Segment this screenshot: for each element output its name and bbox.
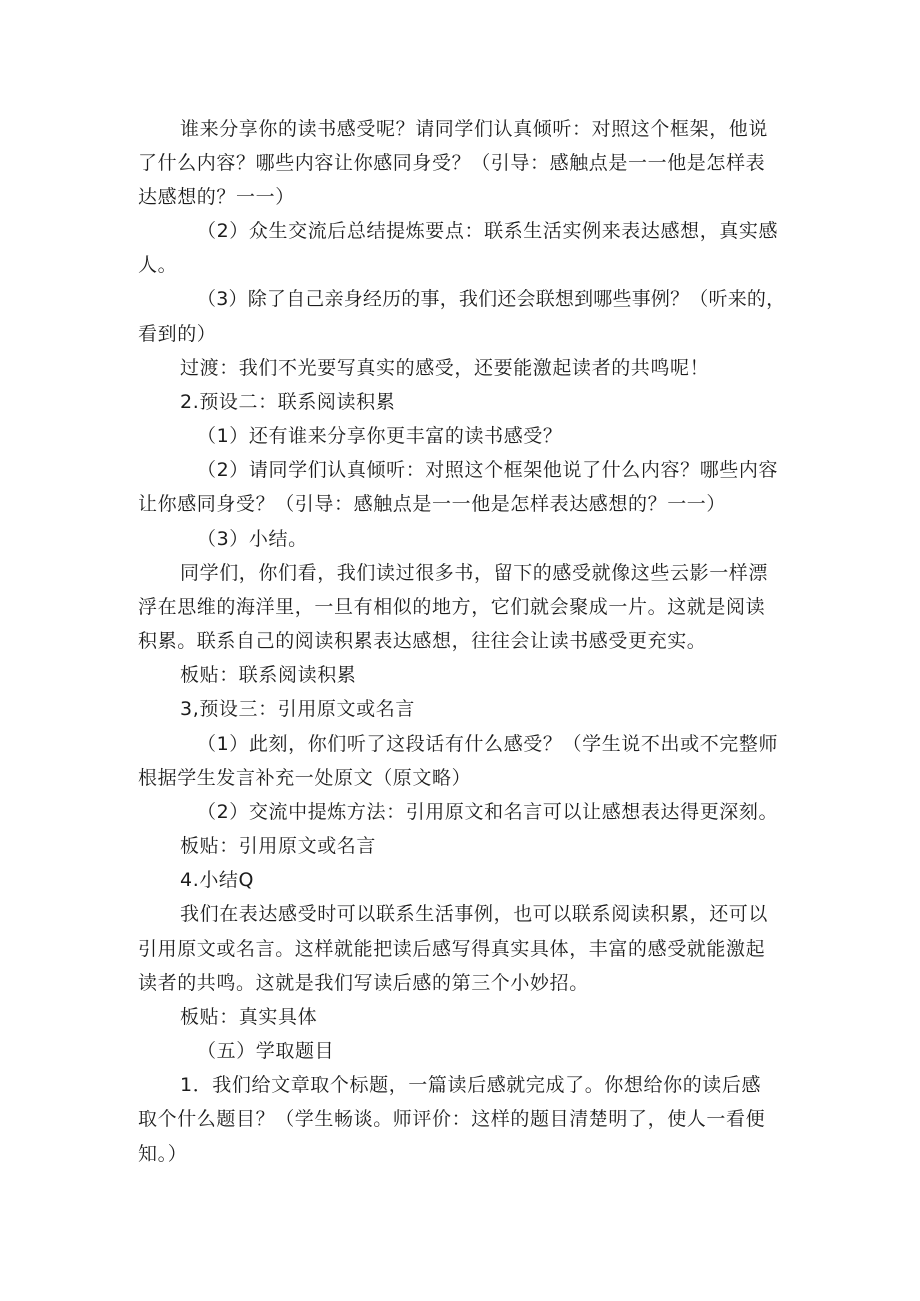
section-heading: 4.小结Q — [180, 869, 255, 891]
paragraph-line: 了什么内容？哪些内容让你感同身受？（引导：感触点是一一他是怎样表 — [138, 152, 766, 174]
paragraph-line: 1．我们给文章取个标题，一篇读后感就完成了。你想给你的读后感 — [180, 1074, 762, 1096]
board-note: 板贴：联系阅读积累 — [180, 664, 357, 686]
section-heading: （五）学取题目 — [197, 1040, 335, 1062]
paragraph-line: （2）交流中提炼方法：引用原文和名言可以让感想表达得更深刻。 — [197, 801, 779, 823]
paragraph-line: （1）此刻，你们听了这段话有什么感受？（学生说不出或不完整师 — [197, 733, 779, 755]
paragraph-line: 达感想的？一一） — [138, 186, 295, 208]
paragraph-line: 过渡：我们不光要写真实的感受，还要能激起读者的共鸣呢！ — [180, 357, 710, 379]
paragraph-line: 积累。联系自己的阅读积累表达感想，往往会让读书感受更充实。 — [138, 630, 707, 652]
paragraph-line: 谁来分享你的读书感受呢？请同学们认真倾听：对照这个框架，他说 — [180, 118, 769, 140]
paragraph-line: （3）小结。 — [197, 528, 308, 550]
paragraph-line: 知。） — [138, 1143, 188, 1165]
paragraph-line: 根据学生发言补充一处原文（原文略） — [138, 767, 472, 789]
paragraph-line: （2）众生交流后总结提炼要点：联系生活实例来表达感想，真实感 — [197, 220, 779, 242]
board-note: 板贴：引用原文或名言 — [180, 835, 377, 857]
paragraph-line: 读者的共鸣。这就是我们写读后感的第三个小妙招。 — [138, 972, 589, 994]
section-heading: 3,预设三：引用原文或名言 — [180, 698, 415, 720]
paragraph-line: 引用原文或名言。这样就能把读后感写得真实具体，丰富的感受就能激起 — [138, 938, 766, 960]
paragraph-line: 让你感同身受？（引导：感触点是一一他是怎样表达感想的？一一） — [138, 493, 727, 515]
section-heading: 2.预设二：联系阅读积累 — [180, 391, 396, 413]
paragraph-line: 看到的） — [138, 323, 217, 345]
paragraph-line: 我们在表达感受时可以联系生活事例，也可以联系阅读积累，还可以 — [180, 903, 769, 925]
paragraph-line: 人。 — [138, 254, 178, 276]
board-note: 板贴：真实具体 — [180, 1006, 318, 1028]
paragraph-line: （3）除了自己亲身经历的事，我们还会联想到哪些事例？（听来的， — [197, 288, 786, 310]
paragraph-line: （2）请同学们认真倾听：对照这个框架他说了什么内容？哪些内容 — [197, 459, 779, 481]
paragraph-line: 取个什么题目？（学生畅谈。师评价：这样的题目清楚明了，使人一看便 — [138, 1108, 766, 1130]
paragraph-line: （1）还有谁来分享你更丰富的读书感受？ — [197, 425, 563, 447]
paragraph-line: 同学们，你们看，我们读过很多书，留下的感受就像这些云影一样漂 — [180, 562, 769, 584]
paragraph-line: 浮在思维的海洋里，一旦有相似的地方，它们就会聚成一片。这就是阅读 — [138, 596, 766, 618]
